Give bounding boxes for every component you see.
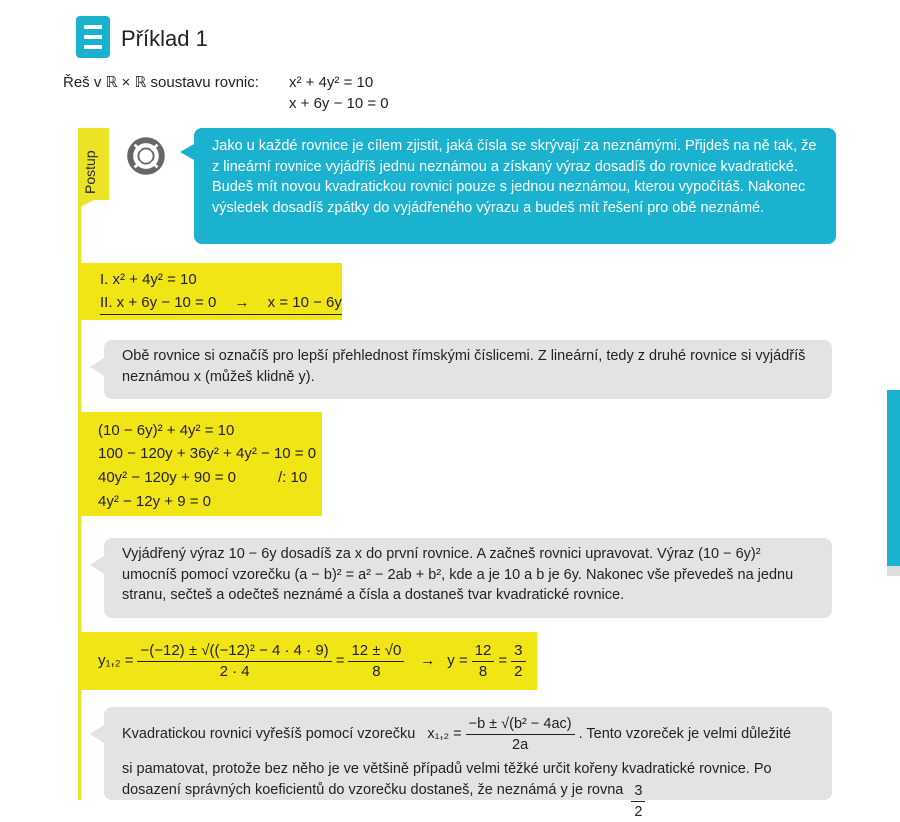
fraction-3 <box>472 641 495 682</box>
explain-3-first-line <box>122 707 810 761</box>
step-2-line-1: (10 − 6y)² + 4y² = 10 <box>98 422 235 439</box>
explain-bubble-2: Vyjádřený výraz 10 − 6y dosadíš za x do první rovnice. A začneš rovnici upravovat. Výraz (10 − 6y)² umocníš pomocí vzorečku (a − b)² = a² − 2ab + b², kde a je 10 a b je 6y. Nakonec vše převedeš na jednu stranu, sečteš a odečteš neznámé a čísla a dostaneš tvar kvadratické rovnice. <box>104 538 832 618</box>
task-text: Řeš v ℝ × ℝ soustavu rovnic: <box>63 74 259 91</box>
step-1-line-1: I. x² + 4y² = 10 <box>100 271 197 288</box>
result-den: 2 <box>634 803 643 820</box>
section-tab-label: Postup <box>82 150 98 194</box>
step-1-line-2 <box>100 291 342 315</box>
section-tab-postup <box>78 128 109 200</box>
formula-num: −b ± √(b² − 4ac) <box>466 714 575 735</box>
explain-3-part-3: si pamatovat, protože bez něho je ve většině případů velmi těžké určit kořeny kvadratické rovnice. Po dosazení správných koeficientů do vzorečku dostaneš, že neznámá y je rovna <box>122 761 772 798</box>
lifebuoy-icon <box>127 137 165 175</box>
step-1-box <box>78 263 342 320</box>
list-icon <box>76 16 110 58</box>
step-2-line-3: 40y² − 120y + 90 = 0 <box>98 469 237 486</box>
equals: = <box>335 652 345 669</box>
fraction-1 <box>137 641 331 682</box>
fraction-2-den: 8 <box>372 662 381 680</box>
equation-1: x² + 4y² = 10 <box>289 74 374 91</box>
equation-2: x + 6y − 10 = 0 <box>289 95 389 112</box>
formula-fraction <box>466 714 575 755</box>
explain-3-rest <box>122 759 810 822</box>
fraction-3-den: 8 <box>478 662 488 680</box>
quadratic-solution <box>98 640 530 682</box>
fraction-4-num: 3 <box>511 641 525 662</box>
step-1-result: x = 10 − 6y <box>267 294 342 311</box>
step-3-box <box>78 632 537 690</box>
fraction-1-den: 2 · 4 <box>219 662 250 680</box>
solution-lhs: y₁,₂ = <box>98 652 134 669</box>
fraction-4-den: 2 <box>514 662 523 680</box>
formula-den: 2a <box>512 736 529 753</box>
explain-bubble-1: Obě rovnice si označíš pro lepší přehlednost římskými číslicemi. Z lineární, tedy z druhé rovnice si vyjádříš neznámou x (můžeš klidně y). <box>104 340 832 399</box>
explain-3-part-2: . Tento vzoreček je velmi důležité <box>578 725 792 742</box>
step-2-note: /: 10 <box>278 469 308 486</box>
fraction-3-num: 12 <box>472 641 495 662</box>
page-title: Příklad 1 <box>121 26 208 51</box>
arrow-icon: → <box>420 652 436 669</box>
explain-bubble-3 <box>104 707 832 820</box>
fraction-2-num: 12 ± √0 <box>348 641 404 662</box>
step-2-line-2: 100 − 120y + 36y² + 4y² − 10 = 0 <box>98 445 317 462</box>
result-num: 3 <box>631 781 645 802</box>
result-lhs: y = <box>447 652 468 669</box>
formula-lhs: x₁,₂ = <box>427 725 462 742</box>
fraction-1-num: −(−12) ± √((−12)² − 4 · 4 · 9) <box>137 641 331 662</box>
intro-bubble: Jako u každé rovnice je cílem zjistit, jaká čísla se skrývají za neznámými. Přijdeš na ně tak, že z lineární rovnice vyjádříš jednu neznámou a získaný výraz dosadíš do rovnice kvadratické. Budeš mít novou kvadratickou rovnici pouze s jednou neznámou, kterou vypočítáš. Nakonec výsledek dosadíš zpátky do vyjádřeného výrazu a budeš mít řešení pro obě neznámé. <box>194 128 836 244</box>
explain-3-part-1: Kvadratickou rovnici vyřešíš pomocí vzorečku <box>122 725 416 742</box>
arrow-icon: → <box>234 294 250 311</box>
result-fraction <box>631 781 645 822</box>
step-2-line-4: 4y² − 12y + 9 = 0 <box>98 493 211 510</box>
equals: = <box>498 652 508 669</box>
fraction-4 <box>511 641 525 682</box>
fraction-2 <box>348 641 404 682</box>
scrollbar-thumb[interactable] <box>887 390 900 566</box>
equation-system <box>289 72 389 114</box>
step-1-eq: II. x + 6y − 10 = 0 <box>100 294 217 311</box>
step-2-box <box>78 412 322 516</box>
